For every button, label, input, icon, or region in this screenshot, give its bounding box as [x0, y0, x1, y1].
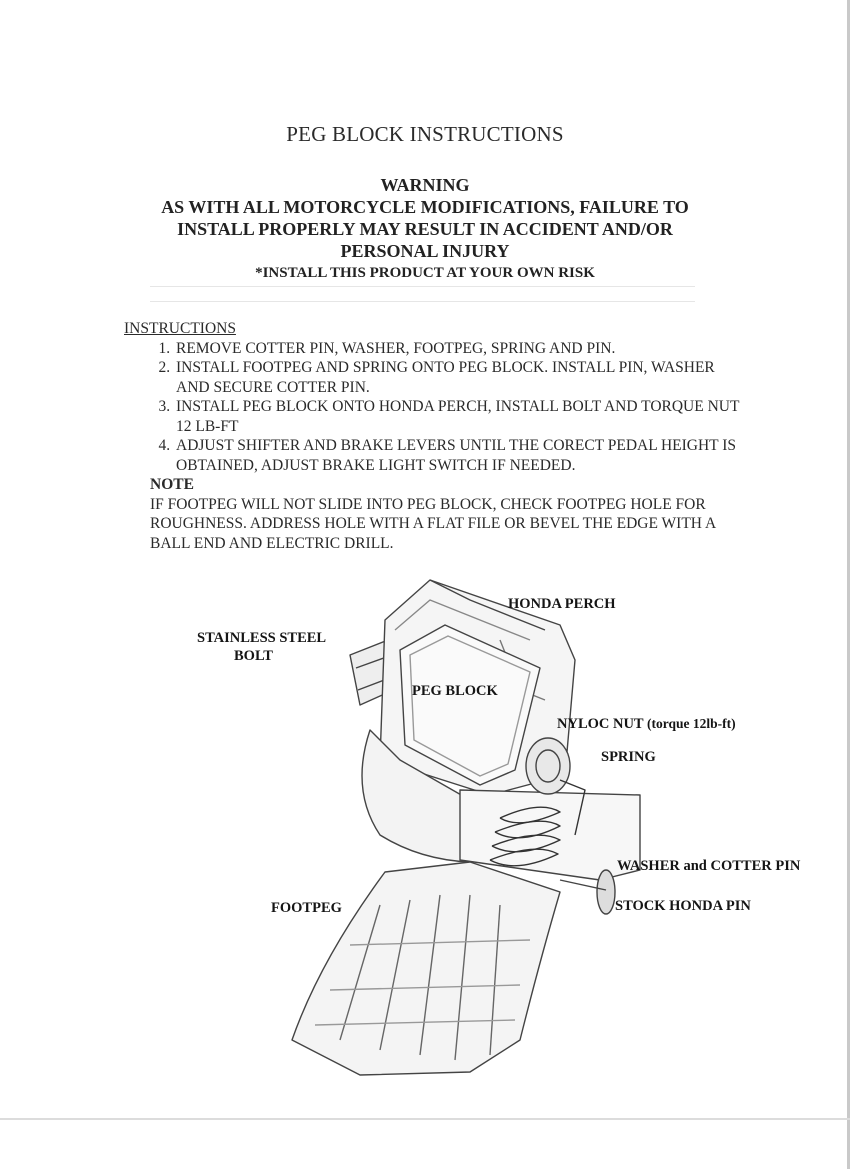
instruction-step: 4. ADJUST SHIFTER AND BRAKE LEVERS UNTIL THE CORECT PEDAL HEIGHT IS OBTAINED, ADJUST BRAKE LIGHT SWITCH IF NEEDED.: [174, 436, 744, 475]
label-spring: SPRING: [601, 749, 656, 765]
label-washer-cotter-pin: WASHER and COTTER PIN: [617, 858, 801, 874]
nyloc-nut-drawing: [526, 738, 570, 794]
label-footpeg: FOOTPEG: [271, 900, 342, 916]
label-stock-honda-pin: STOCK HONDA PIN: [615, 898, 751, 914]
label-nyloc-nut: [557, 715, 736, 733]
peg-block-assembly-illustration: [0, 570, 850, 1090]
note-text: IF FOOTPEG WILL NOT SLIDE INTO PEG BLOCK, CHECK FOOTPEG HOLE FOR ROUGHNESS. ADDRESS HOLE WITH A FLAT FILE OR BEVEL THE EDGE WITH A BALL END AND ELECTRIC DRILL.: [150, 495, 716, 552]
warning-block: [120, 174, 730, 284]
faint-divider: [150, 301, 695, 302]
faint-divider: [150, 286, 695, 287]
instruction-step: 1. REMOVE COTTER PIN, WASHER, FOOTPEG, SPRING AND PIN.: [174, 339, 744, 359]
nyloc-nut-text: NYLOC NUT: [557, 716, 644, 732]
label-stainless-steel-bolt-line2: BOLT: [234, 648, 273, 664]
footpeg-drawing: [292, 862, 560, 1075]
label-stainless-steel-bolt-line1: STAINLESS STEEL: [197, 630, 327, 646]
label-honda-perch: HONDA PERCH: [508, 596, 616, 612]
warning-heading: WARNING: [380, 175, 470, 195]
instruction-step: 3. INSTALL PEG BLOCK ONTO HONDA PERCH, INSTALL BOLT AND TORQUE NUT 12 LB-FT: [174, 397, 744, 436]
instruction-steps: [124, 339, 744, 476]
instructions-heading: INSTRUCTIONS: [124, 320, 236, 337]
warning-line: INSTALL PROPERLY MAY RESULT IN ACCIDENT AND/OR: [177, 219, 673, 239]
nyloc-torque-text: (torque 12lb-ft): [646, 716, 736, 731]
instruction-step: 2. INSTALL FOOTPEG AND SPRING ONTO PEG BLOCK. INSTALL PIN, WASHER AND SECURE COTTER PIN.: [174, 358, 744, 397]
document-title: PEG BLOCK INSTRUCTIONS: [286, 122, 564, 146]
instructions-section: [124, 319, 744, 553]
label-peg-block: PEG BLOCK: [412, 683, 498, 699]
warning-line: PERSONAL INJURY: [340, 241, 510, 261]
warning-line: AS WITH ALL MOTORCYCLE MODIFICATIONS, FAILURE TO: [161, 197, 689, 217]
warning-risk-note: *INSTALL THIS PRODUCT AT YOUR OWN RISK: [255, 265, 595, 281]
scan-edge-bottom: [0, 1118, 850, 1120]
note-heading: NOTE: [150, 476, 194, 493]
